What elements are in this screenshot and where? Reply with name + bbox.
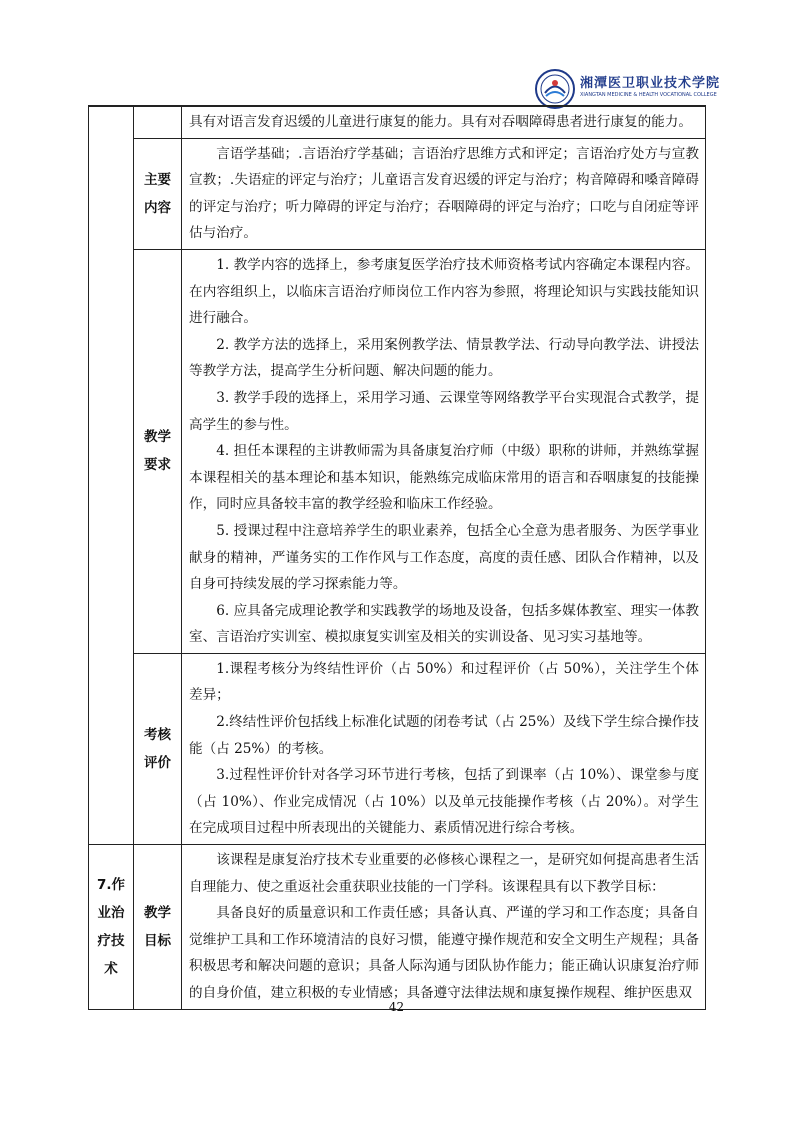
row-teaching-requirements [89, 249, 706, 653]
paragraph: 言语学基础；.言语治疗学基础；言语治疗思维方式和评定；言语治疗处方与宣教宣教；.失语症的评定与治疗；儿童语言发育迟缓的评定与治疗；构音障碍和嗓音障碍的评定与治疗；听力障碍的评定与治疗；吞咽障碍的评定与治疗；口吃与自闭症等评估与治疗。 [189, 145, 699, 242]
course-cell-previous [89, 107, 134, 845]
paragraph: 2. 教学方法的选择上，采用案例教学法、情景教学法、行动导向教学法、讲授法等教学方法，提高学生分析问题、解决问题的能力。 [189, 336, 699, 380]
paragraph: 5. 授课过程中注意培养学生的职业素养，包括全心全意为患者服务、为医学事业献身的精神，严谨务实的工作作风与工作态度，高度的责任感、团队合作精神，以及自身可持续发展的学习探索能力等。 [189, 522, 699, 593]
paragraph: 6. 应具备完成理论教学和实践教学的场地及设备，包括多媒体教室、理实一体教室、言语治疗实训室、模拟康复实训室及相关的实训设备、见习实习基地等。 [189, 602, 699, 646]
teaching-objectives-text [182, 845, 706, 1010]
row-continuation [89, 107, 706, 139]
paragraph: 3. 教学手段的选择上，采用学习通、云课堂等网络教学平台实现混合式教学，提高学生的参与性。 [189, 389, 699, 433]
label-cell-empty [134, 107, 182, 139]
teaching-requirements-text [182, 249, 706, 653]
row-main-content [89, 138, 706, 249]
paragraph: 1.课程考核分为终结性评价（占 50%）和过程评价（占 50%），关注学生个体差异； [189, 660, 699, 704]
assessment-label: 考核 评价 [134, 653, 182, 844]
college-emblem-icon [534, 68, 576, 110]
paragraph: 2.终结性评价包括线上标准化试题的闭卷考试（占 25%）及线下学生综合操作技能（占 25%）的考核。 [189, 714, 699, 757]
assessment-text [182, 653, 706, 844]
continuation-text-cell [182, 107, 706, 139]
teaching-objectives-label: 教学 目标 [134, 845, 182, 1010]
course-table [88, 106, 706, 1010]
paragraph: 3.过程性评价针对各学习环节进行考核，包括了到课率（占 10%）、课堂参与度（占 10%）、作业完成情况（占 10%）以及单元技能操作考核（占 20%）。对学生在完成项目过程中所表现出的关键能力、素质情况进行综合考核。 [189, 767, 699, 837]
row-assessment [89, 653, 706, 844]
teaching-requirements-label: 教学 要求 [134, 249, 182, 653]
row-course7-objectives [89, 845, 706, 1010]
college-name: 湘潭医卫职业技术学院 [580, 76, 721, 91]
main-content-text [182, 138, 706, 249]
course7-label: 7.作 业治 疗技 术 [89, 845, 134, 1010]
main-content-label: 主要 内容 [134, 138, 182, 249]
college-name-english: XIANGTAN MEDICINE & HEALTH VOCATIONAL COLLEGE [580, 92, 717, 98]
paragraph: 4. 担任本课程的主讲教师需为具备康复治疗师（中级）职称的讲师，并熟练掌握本课程相关的基本理论和基本知识，能熟练完成临床常用的语言和吞咽康复的技能操作，同时应具备较丰富的教学经验和临床工作经验。 [189, 443, 699, 513]
paragraph: 具备良好的质量意识和工作责任感；具备认真、严谨的学习和工作态度；具备自觉维护工具和工作环境清洁的良好习惯，能遵守操作规范和安全文明生产规程；具备积极思考和解决问题的意识；具备人际沟通与团队协作能力；能正确认识康复治疗师的自身价值，建立积极的专业情感；具备遵守法律法规和康复操作规程、维护医患双 [189, 905, 699, 1001]
page-number: 42 [388, 1000, 405, 1014]
paragraph: 该课程是康复治疗技术专业重要的必修核心课程之一，是研究如何提高患者生活自理能力、使之重返社会重获职业技能的一门学科。该课程具有以下教学目标： [189, 852, 699, 895]
paragraph: 1. 教学内容的选择上，参考康复医学治疗技术师资格考试内容确定本课程内容。在内容组织上，以临床言语治疗师岗位工作内容为参照，将理论知识与实践技能知识进行融合。 [189, 256, 699, 327]
continuation-text: 具有对语言发育迟缓的儿童进行康复的能力。具有对吞咽障碍患者进行康复的能力。 [189, 114, 692, 130]
